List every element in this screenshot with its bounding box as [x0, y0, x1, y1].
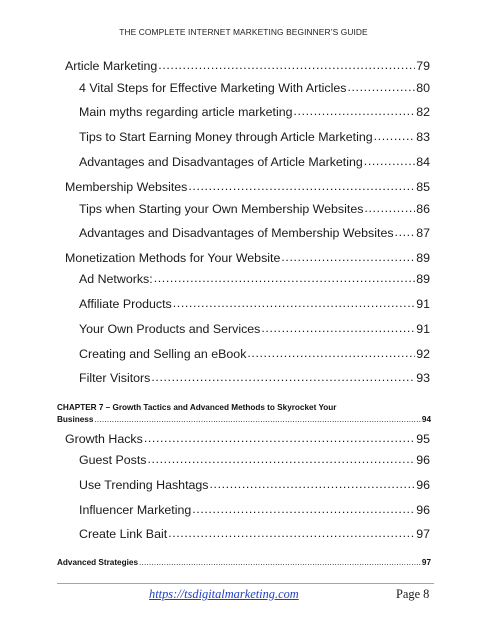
- toc-entry-affiliate-products[interactable]: [79, 296, 430, 312]
- chapter-title-line1: CHAPTER 7 – Growth Tactics and Advanced Methods to Skyrocket Your: [57, 403, 337, 412]
- toc-entry-page: 89: [416, 251, 430, 265]
- toc-leader-dots: [209, 476, 415, 492]
- toc-leader-dots: [144, 430, 415, 446]
- toc-entry-title: 4 Vital Steps for Effective Marketing With Articles: [79, 81, 347, 95]
- toc-leader-dots: [148, 451, 416, 467]
- toc-chapter-7-heading[interactable]: [57, 402, 431, 426]
- toc-leader-dots: [364, 200, 415, 216]
- toc-entry-title: Filter Visitors: [79, 371, 151, 385]
- toc-leader-dots: [347, 79, 415, 95]
- toc-entry-title: Affiliate Products: [79, 297, 172, 311]
- toc-entry-page: 91: [416, 297, 430, 311]
- toc-entry-title: Article Marketing: [65, 59, 158, 73]
- toc-entry-title: Advanced Strategies: [57, 558, 138, 567]
- toc-leader-dots: [395, 224, 416, 240]
- toc-leader-dots: [374, 128, 416, 144]
- toc-leader-dots: [281, 249, 415, 265]
- toc-entry-title: Your Own Products and Services: [79, 322, 261, 336]
- toc-entry-create-link-bait[interactable]: [79, 526, 430, 542]
- toc-entry-page: 87: [416, 226, 430, 240]
- toc-entry-page: 93: [416, 371, 430, 385]
- toc-entry-trending-hashtags[interactable]: [79, 477, 430, 493]
- toc-entry-creating-ebook[interactable]: [79, 346, 430, 362]
- toc-entry-title: Create Link Bait: [79, 527, 168, 541]
- toc-leader-dots: [293, 103, 415, 119]
- toc-entry-ad-networks[interactable]: [79, 271, 430, 287]
- toc-leader-dots: [192, 501, 415, 517]
- toc-entry-growth-hacks[interactable]: [65, 431, 430, 447]
- toc-entry-title: Growth Hacks: [65, 432, 143, 446]
- toc-entry-page: 83: [416, 130, 430, 144]
- toc-entry-title: Monetization Methods for Your Website: [65, 251, 281, 265]
- toc-leader-dots: [94, 414, 421, 426]
- toc-entry-title: Ad Networks:: [79, 272, 153, 286]
- toc-entry-page: 89: [416, 272, 430, 286]
- toc-entry-page: 80: [416, 81, 430, 95]
- chapter-title-line2-row: [57, 414, 431, 426]
- toc-entry-title: Advantages and Disadvantages of Membership Websites: [79, 226, 394, 240]
- toc-entry-page: 85: [416, 180, 430, 194]
- footer-website-link[interactable]: https://tsdigitalmarketing.com: [149, 587, 299, 601]
- toc-entry-own-products[interactable]: [79, 321, 430, 337]
- toc-entry-page: 96: [416, 453, 430, 467]
- toc-entry-advantages-membership[interactable]: [79, 225, 430, 241]
- chapter-title-line2: Business: [57, 415, 94, 424]
- toc-entry-title: Creating and Selling an eBook: [79, 347, 247, 361]
- toc-leader-dots: [168, 525, 415, 541]
- toc-entry-title: Main myths regarding article marketing: [79, 105, 293, 119]
- toc-entry-page: 91: [416, 322, 430, 336]
- chapter-page: 94: [421, 415, 431, 424]
- toc-entry-title: Guest Posts: [79, 453, 147, 467]
- toc-entry-title: Membership Websites: [65, 180, 188, 194]
- toc-entry-page: 82: [416, 105, 430, 119]
- toc-entry-advantages-article-marketing[interactable]: [79, 154, 430, 170]
- toc-entry-page: 96: [416, 478, 430, 492]
- toc-entry-tips-earning-money[interactable]: [79, 129, 430, 145]
- toc-leader-dots: [154, 270, 416, 286]
- toc-entry-filter-visitors[interactable]: [79, 370, 430, 386]
- toc-entry-page: 95: [416, 432, 430, 446]
- toc-entry-page: 92: [416, 347, 430, 361]
- toc-entry-4-vital-steps[interactable]: [79, 80, 430, 96]
- toc-entry-monetization-methods[interactable]: [65, 250, 430, 266]
- toc-leader-dots: [364, 153, 415, 169]
- toc-leader-dots: [151, 369, 415, 385]
- footer-divider: [57, 583, 434, 584]
- toc-entry-influencer-marketing[interactable]: [79, 502, 430, 518]
- toc-entry-page: 79: [416, 59, 430, 73]
- footer-page-number: Page 8: [396, 587, 430, 601]
- toc-entry-title: Tips to Start Earning Money through Article Marketing: [79, 130, 373, 144]
- toc-entry-title: Advantages and Disadvantages of Article Marketing: [79, 155, 363, 169]
- toc-leader-dots: [261, 320, 415, 336]
- toc-leader-dots: [139, 557, 422, 569]
- toc-entry-page: 86: [416, 202, 430, 216]
- toc-entry-main-myths[interactable]: [79, 104, 430, 120]
- toc-entry-page: 96: [416, 503, 430, 517]
- toc-entry-title: Influencer Marketing: [79, 503, 192, 517]
- toc-entry-page: 84: [416, 155, 430, 169]
- toc-entry-title: Use Trending Hashtags: [79, 478, 209, 492]
- toc-leader-dots: [173, 295, 415, 311]
- toc-entry-page: 97: [421, 558, 431, 567]
- toc-entry-guest-posts[interactable]: [79, 452, 430, 468]
- toc-advanced-strategies[interactable]: [57, 557, 431, 569]
- toc-leader-dots: [158, 57, 415, 73]
- toc-entry-membership-websites[interactable]: [65, 179, 430, 195]
- page-header: THE COMPLETE INTERNET MARKETING BEGINNER’S GUIDE: [119, 27, 368, 37]
- toc-entry-page: 97: [416, 527, 430, 541]
- toc-leader-dots: [188, 178, 415, 194]
- toc-entry-tips-membership[interactable]: [79, 201, 430, 217]
- toc-entry-article-marketing[interactable]: [65, 58, 430, 74]
- toc-entry-title: Tips when Starting your Own Membership Websites: [79, 202, 364, 216]
- toc-leader-dots: [247, 345, 415, 361]
